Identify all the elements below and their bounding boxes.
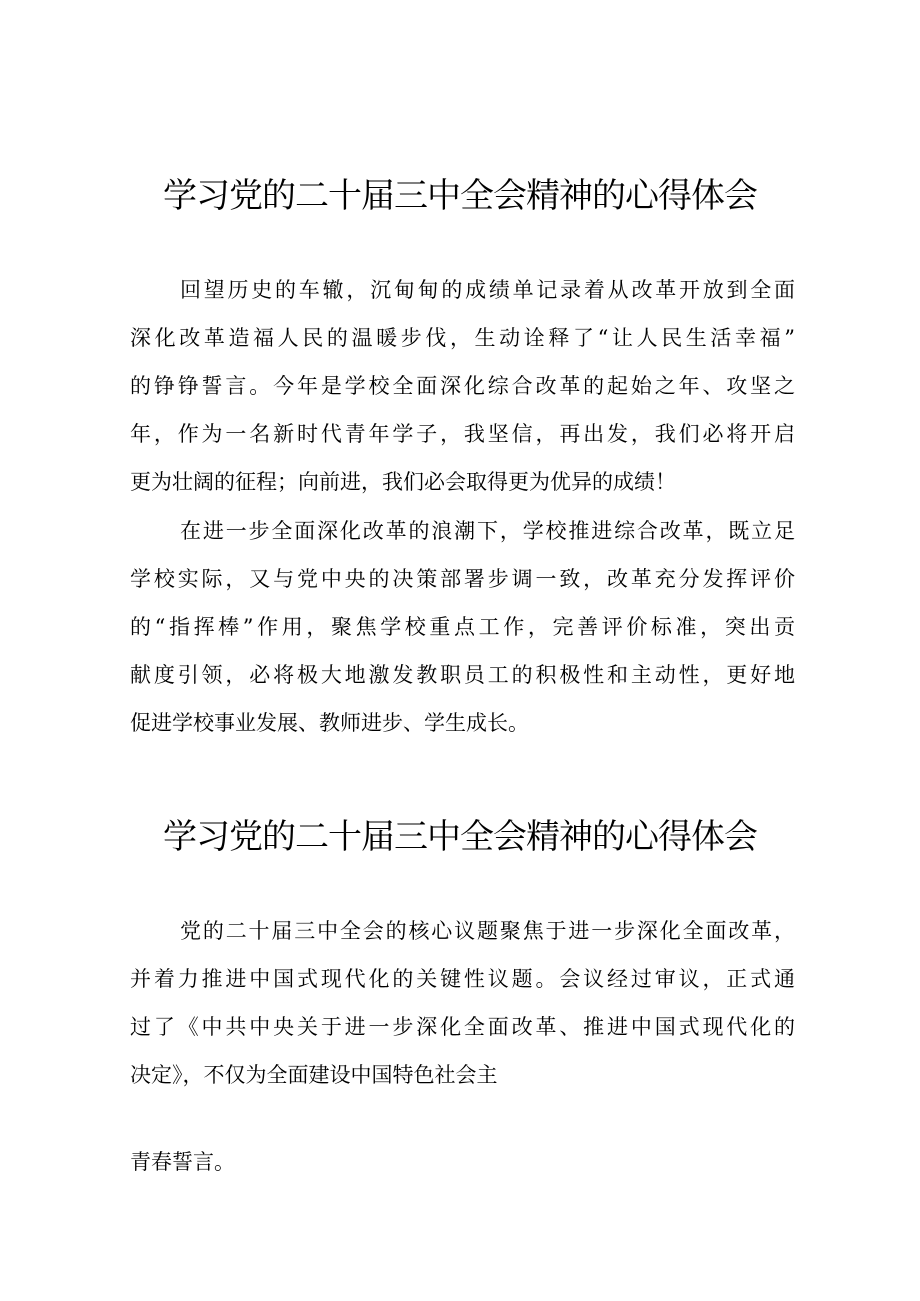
section-1-paragraph-1 xyxy=(130,266,795,506)
text-line: 学校实际，又与党中央的决策部署步调一致，改革充分发挥评价 xyxy=(130,567,795,591)
text-line: 在进一步全面深化改革的浪潮下，学校推进综合改革，既立足 xyxy=(180,519,795,543)
text-line: 过了《中共中央关于进一步深化全面改革、推进中国式现代化的 xyxy=(130,1015,795,1039)
text-line: 的“指挥棒”作用，聚焦学校重点工作，完善评价标准，突出贡 xyxy=(130,615,795,639)
section-2-title: 学习党的二十届三中全会精神的心得体会 xyxy=(163,817,757,857)
section-2-paragraph-2 xyxy=(130,1138,795,1186)
text-line: 年，作为一名新时代青年学子，我坚信，再出发，我们必将开启 xyxy=(130,422,795,446)
text-line: 更为壮阔的征程；向前进，我们必会取得更为优异的成绩！ xyxy=(130,470,676,494)
section-1-title: 学习党的二十届三中全会精神的心得体会 xyxy=(163,176,757,216)
text-line: 回望历史的车辙，沉甸甸的成绩单记录着从改革开放到全面 xyxy=(180,278,795,302)
text-line: 青春誓言。 xyxy=(130,1150,235,1174)
text-line: 深化改革造福人民的温暖步伐，生动诠释了“让人民生活幸福” xyxy=(130,326,795,350)
section-1-paragraph-2 xyxy=(130,507,795,747)
text-line: 并着力推进中国式现代化的关键性议题。会议经过审议，正式通 xyxy=(130,967,795,991)
text-line: 的铮铮誓言。今年是学校全面深化综合改革的起始之年、攻坚之 xyxy=(130,374,795,398)
text-line: 决定》，不仅为全面建设中国特色社会主 xyxy=(130,1063,498,1087)
text-line: 促进学校事业发展、教师进步、学生成长。 xyxy=(130,711,529,735)
text-line: 献度引领，必将极大地激发教职员工的积极性和主动性，更好地 xyxy=(130,663,795,687)
section-2-paragraph-1 xyxy=(130,907,795,1099)
text-line: 党的二十届三中全会的核心议题聚焦于进一步深化全面改革， xyxy=(180,919,795,943)
